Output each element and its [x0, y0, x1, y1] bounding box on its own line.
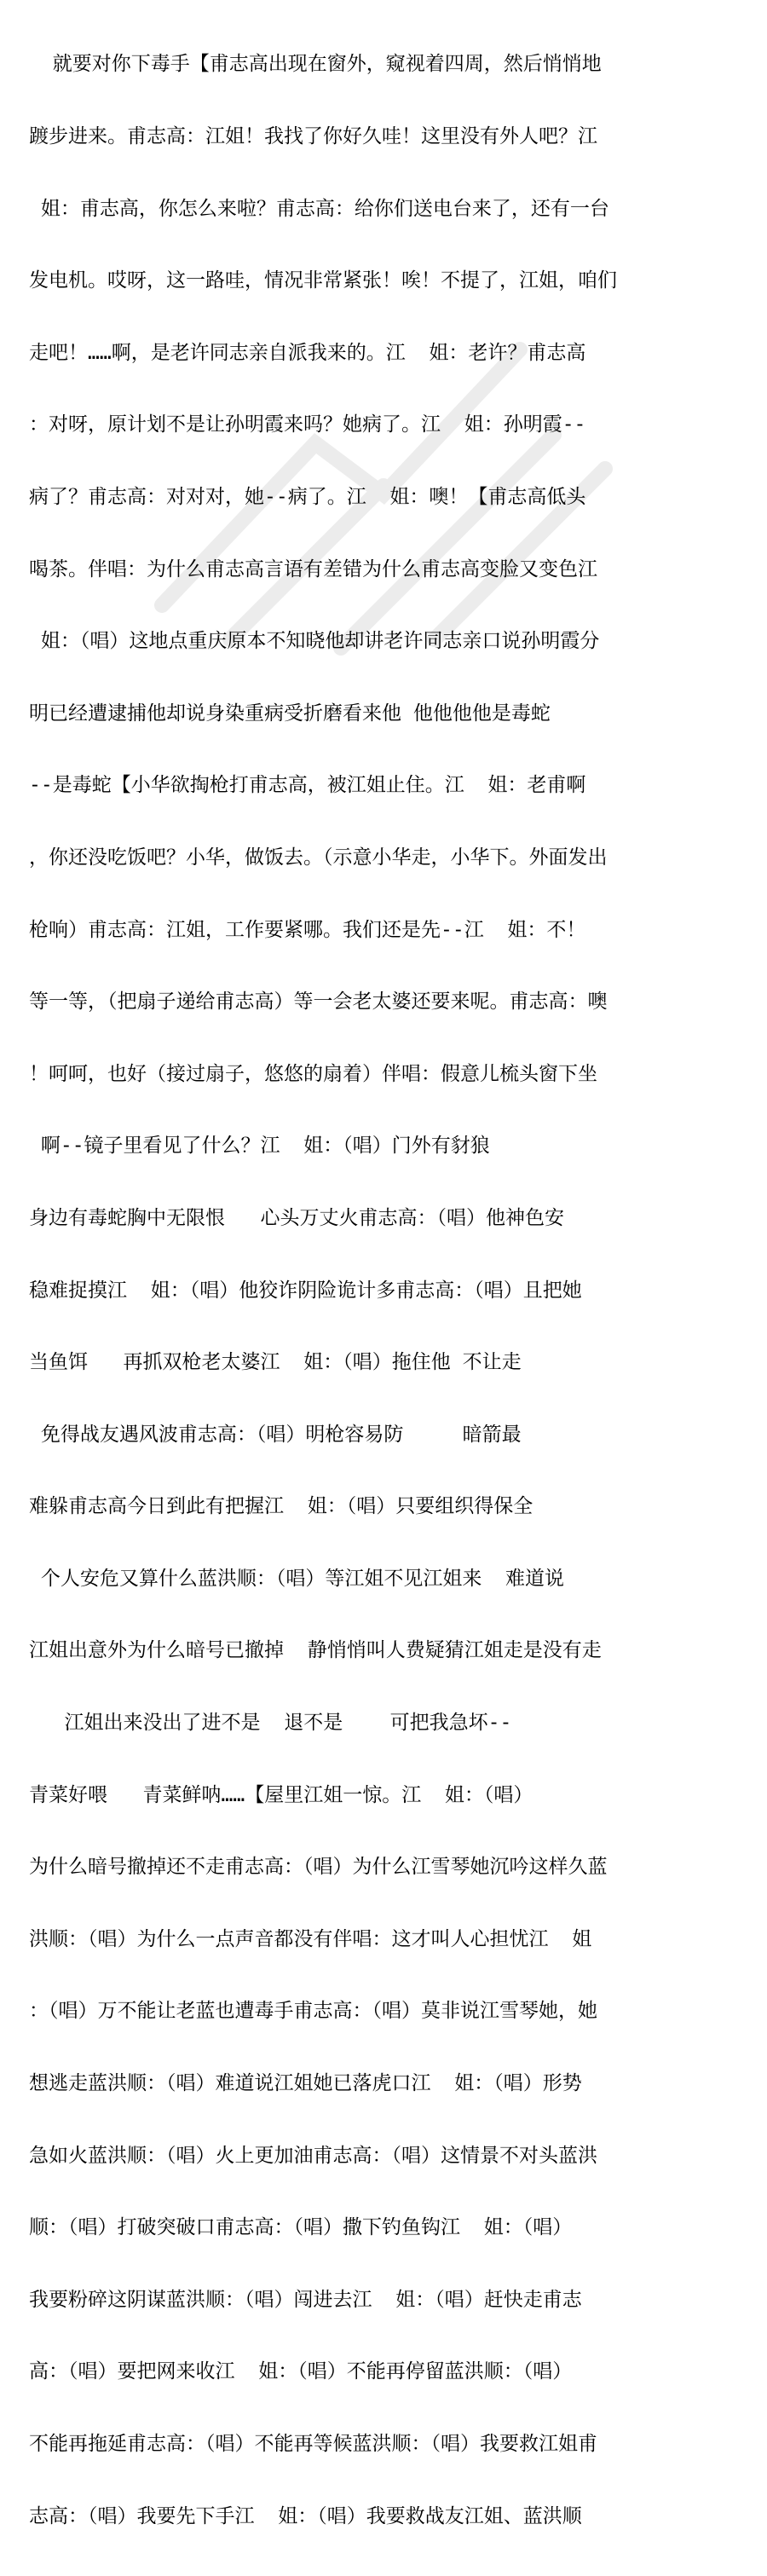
text-line: 志高：（唱）我要先下手江 姐：（唱）我要救战友江姐、蓝洪顺: [29, 2504, 582, 2527]
text-line: 喝茶。伴唱：为什么甫志高言语有差错为什么甫志高变脸又变色江: [29, 557, 597, 580]
text-line: 就要对你下毒手【甫志高出现在窗外，窥视着四周，然后悄悄地: [29, 53, 602, 76]
text-line: 等一等，（把扇子递给甫志高）等一会老太婆还要来呢。甫志高：噢: [29, 991, 608, 1014]
text-line: 江姐出意外为什么暗号已撤掉 静悄悄叫人费疑猜江姐走是没有走: [29, 1639, 602, 1662]
text-line: 啊--镜子里看见了什么？江 姐：（唱）门外有豺狼: [29, 1135, 490, 1158]
text-line: 高：（唱）要把网来收江 姐：（唱）不能再停留蓝洪顺：（唱）: [29, 2360, 573, 2383]
text-line: 我要粉碎这阴谋蓝洪顺：（唱）闯进去江 姐：（唱）赶快走甫志: [29, 2288, 582, 2311]
text-line: 想逃走蓝洪顺：（唱）难道说江姐她已落虎口江 姐：（唱）形势: [29, 2072, 582, 2095]
text-line: 青菜好喂 青菜鲜呐……【屋里江姐一惊。江 姐：（唱）: [29, 1783, 533, 1806]
text-line: 踱步进来。甫志高：江姐！我找了你好久哇！这里没有外人吧？江: [29, 125, 597, 147]
text-line: 顺：（唱）打破突破口甫志高：（唱）撒下钓鱼钩江 姐：（唱）: [29, 2216, 573, 2239]
text-line: 病了？甫志高：对对对，她--病了。江 姐：噢！【甫志高低头: [29, 485, 586, 508]
text-line: 姐：甫志高，你怎么来啦？甫志高：给你们送电台来了，还有一台: [29, 197, 609, 220]
text-line: 稳难捉摸江 姐：（唱）他狡诈阴险诡计多甫志高：（唱）且把她: [29, 1279, 582, 1302]
text-line: 江姐出来没出了进不是 退不是 可把我急坏--: [29, 1712, 512, 1735]
text-line: ！呵呵，也好（接过扇子，悠悠的扇着）伴唱：假意儿梳头窗下坐: [29, 1062, 597, 1085]
text-line: 姐：（唱）这地点重庆原本不知晓他却讲老许同志亲口说孙明霞分: [29, 630, 600, 653]
text-line: 个人安危又算什么蓝洪顺：（唱）等江姐不见江姐来 难道说: [29, 1567, 565, 1590]
text-line: 身边有毒蛇胸中无限恨 心头万丈火甫志高：（唱）他神色安: [29, 1206, 565, 1229]
text-line: 急如火蓝洪顺：（唱）火上更加油甫志高：（唱）这情景不对头蓝洪: [29, 2144, 597, 2167]
text-line: 为什么暗号撤掉还不走甫志高：（唱）为什么江雪琴她沉吟这样久蓝: [29, 1856, 608, 1879]
text-line: 当鱼饵 再抓双枪老太婆江 姐：（唱）拖住他 不让走: [29, 1351, 522, 1374]
text-line: --是毒蛇【小华欲掏枪打甫志高，被江姐止住。江 姐：老甫啊: [29, 774, 586, 797]
text-line: 明已经遭逮捕他却说身染重病受折磨看来他 他他他他是毒蛇: [29, 702, 551, 725]
text-line: 难躲甫志高今日到此有把握江 姐：（唱）只要组织得保全: [29, 1495, 533, 1518]
text-line: 走吧！……啊，是老许同志亲自派我来的。江 姐：老许？甫志高: [29, 341, 586, 364]
text-line: 不能再拖延甫志高：（唱）不能再等候蓝洪顺：（唱）我要救江姐甫: [29, 2433, 597, 2455]
text-line: 免得战友遇风波甫志高：（唱）明枪容易防 暗箭最: [29, 1423, 522, 1446]
text-line: 洪顺：（唱）为什么一点声音都没有伴唱：这才叫人心担忧江 姐: [29, 1927, 592, 1950]
document-text: [29, 4, 753, 2576]
text-line: 发电机。哎呀，这一路哇，情况非常紧张！唉！不提了，江姐，咱们: [29, 269, 617, 292]
text-line: ，你还没吃饭吧？小华，做饭去。（示意小华走，小华下。外面发出: [29, 846, 608, 869]
text-line: 枪响）甫志高：江姐，工作要紧哪。我们还是先--江 姐：不！: [29, 918, 586, 941]
text-line: ：对呀，原计划不是让孙明霞来吗？她病了。江 姐：孙明霞--: [29, 413, 586, 436]
text-line: ：（唱）万不能让老蓝也遭毒手甫志高：（唱）莫非说江雪琴她，她: [29, 2000, 597, 2023]
